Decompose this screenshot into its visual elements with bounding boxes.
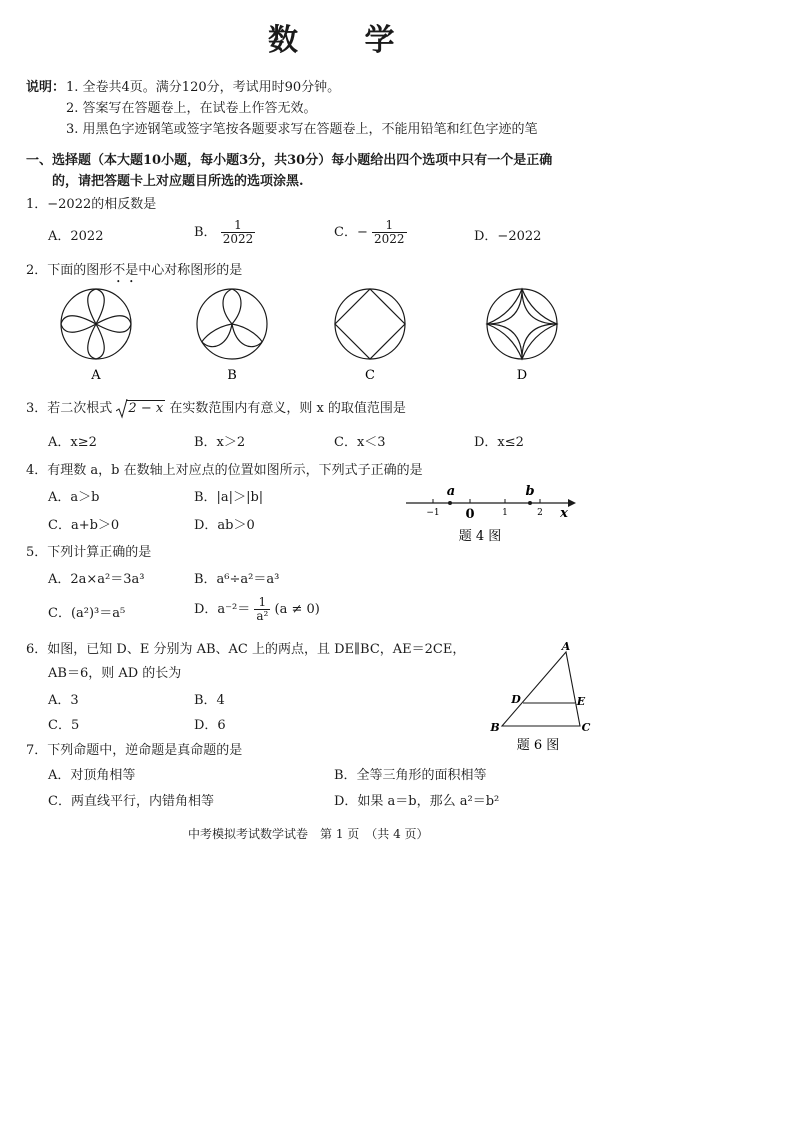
- q5-stem: 5．下列计算正确的是: [26, 545, 152, 560]
- q7-option-b: B．全等三角形的面积相等: [334, 768, 487, 783]
- q5-option-d-numerator: 1: [254, 596, 270, 610]
- page-title: 数 学: [268, 23, 423, 58]
- q4-tick-minus-1: −1: [426, 508, 440, 518]
- q6-option-a: A．3: [48, 693, 79, 708]
- q4-number-line: [400, 482, 580, 544]
- q4-point-a: [448, 501, 452, 505]
- q3-stem-after: 在实数范围内有意义，则 x 的取值范围是: [169, 401, 406, 416]
- page-footer: 中考模拟考试数学试卷 第 1 页 （共 4 页）: [188, 827, 429, 841]
- q3-radical-sign: [116, 399, 128, 419]
- q6-vertex-e: E: [576, 695, 586, 708]
- q4-figure-caption: 题 4 图: [458, 529, 502, 544]
- q2-figure-c: [335, 289, 405, 359]
- q4-tick-zero: 0: [465, 507, 475, 522]
- instruction-item-3: 3. 用黑色字迹钢笔或签字笔按各题要求写在答题卷上，不能用铅笔和红色字迹的笔: [66, 122, 538, 137]
- q3-option-a: A．x≥2: [48, 435, 97, 450]
- section-heading-line2: 的，请把答题卡上对应题目所选的选项涂黑.: [52, 174, 304, 189]
- instruction-item-2: 2. 答案写在答题卷上，在试卷上作答无效。: [66, 101, 317, 116]
- q3-option-d: D．x≤2: [474, 435, 524, 450]
- q7-option-c: C．两直线平行，内错角相等: [48, 794, 214, 809]
- q1-option-b: [194, 219, 255, 246]
- q5-option-d-fraction: [254, 596, 270, 623]
- q5-option-d-suffix: (a ≠ 0): [274, 602, 320, 617]
- q3-radicand: 2 − x: [128, 401, 164, 416]
- q1-option-b-numerator: 1: [221, 219, 256, 233]
- q4-tick-1: 1: [502, 508, 508, 518]
- q7-option-a: A．对顶角相等: [48, 768, 136, 783]
- q4-point-b: [528, 501, 532, 505]
- q3-stem-before: 3．若二次根式: [26, 401, 113, 416]
- q6-option-b: B．4: [194, 693, 225, 708]
- q1-option-d: D．−2022: [474, 229, 542, 244]
- q2-label-a: A: [91, 368, 101, 383]
- q4-stem: 4．有理数 a，b 在数轴上对应点的位置如图所示，下列式子正确的是: [26, 463, 423, 478]
- q3-stem: [26, 401, 406, 417]
- q4-option-c: C．a+b＞0: [48, 518, 120, 533]
- q6-stem-line2: AB＝6，则 AD 的长为: [48, 666, 182, 681]
- q2-figure-a: [61, 289, 131, 359]
- section-heading-line1: 一、选择题（本大题10小题，每小题3分，共30分）每小题给出四个选项中只有一个是正确: [26, 153, 553, 168]
- q1-option-c-numerator: 1: [372, 219, 407, 233]
- q6-figure-caption: 题 6 图: [516, 738, 560, 753]
- q2-label-c: C: [365, 368, 375, 383]
- q3-option-b: B．x＞2: [194, 435, 246, 450]
- q4-label-b: b: [525, 484, 535, 499]
- q2-figure-b: [197, 289, 267, 359]
- q6-triangle-abc: [502, 652, 580, 726]
- q6-option-d: D．6: [194, 718, 226, 733]
- q2-label-d: D: [516, 368, 528, 383]
- q6-vertex-a: A: [561, 642, 571, 653]
- q1-option-c: [334, 219, 407, 246]
- q4-option-b: B．|a|＞|b|: [194, 490, 264, 505]
- q7-stem: 7．下列命题中，逆命题是真命题的是: [26, 743, 243, 758]
- q6-vertex-d: D: [511, 693, 521, 706]
- q1-option-c-prefix: C．−: [334, 225, 368, 240]
- q5-option-a: A．2a×a²＝3a³: [48, 572, 145, 587]
- q2-figure-d: [487, 289, 557, 359]
- q6-vertex-b: B: [490, 721, 500, 734]
- q6-option-c: C．5: [48, 718, 80, 733]
- q6-stem-line1: 6．如图，已知 D、E 分别为 AB、AC 上的两点，且 DE∥BC，AE＝2CE，: [26, 642, 466, 657]
- q1-option-c-fraction: [372, 219, 407, 246]
- q2-stem-after: 中心对称图形的是: [138, 263, 243, 278]
- q1-option-b-prefix: B．: [194, 225, 217, 240]
- q5-option-d-prefix: D．a⁻²＝: [194, 602, 251, 617]
- q5-option-c: C．(a²)³＝a⁵: [48, 606, 126, 621]
- q6-vertex-c: C: [581, 721, 591, 734]
- instruction-item-1: 1. 全卷共4页。满分120分，考试用时90分钟。: [66, 80, 341, 95]
- q4-axis-label: x: [560, 506, 568, 521]
- q2-stem-before: 2．下面的图形: [26, 263, 113, 278]
- q3-radical: [116, 401, 165, 417]
- instructions-label: 说明：: [26, 80, 66, 95]
- q7-option-d: D．如果 a＝b，那么 a²＝b²: [334, 794, 500, 809]
- q1-stem: 1．−2022的相反数是: [26, 197, 157, 212]
- q4-label-a: a: [446, 484, 456, 499]
- q5-option-d-denominator: a²: [256, 609, 269, 623]
- q2-stem: [26, 263, 242, 286]
- q2-figures: [40, 284, 560, 388]
- q4-tick-2: 2: [537, 508, 543, 518]
- q6-triangle-figure: [480, 642, 600, 754]
- q4-option-d: D．ab＞0: [194, 518, 255, 533]
- q5-option-b: B．a⁶÷a²＝a³: [194, 572, 280, 587]
- q2-stem-emphasis: 不是: [112, 263, 139, 278]
- q2-label-b: B: [227, 368, 237, 383]
- q1-option-b-fraction: [221, 219, 256, 246]
- q4-option-a: A．a＞b: [48, 490, 100, 505]
- q3-option-c: C．x＜3: [334, 435, 386, 450]
- q1-option-b-denominator: 2022: [222, 232, 254, 246]
- q5-option-d: [194, 596, 320, 623]
- q1-option-c-denominator: 2022: [373, 232, 405, 246]
- q1-option-a: A．2022: [48, 229, 104, 244]
